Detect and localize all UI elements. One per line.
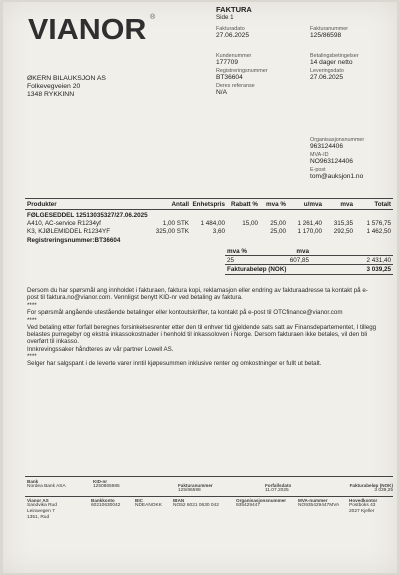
document-title: FAKTURA xyxy=(216,5,252,14)
table-row-1-unit: 1 484,00 xyxy=(200,220,225,227)
summary-total: 3 039,25 xyxy=(366,266,391,273)
footer-kid-label: KID-nr xyxy=(93,479,108,484)
col-antall: Antall xyxy=(171,201,189,208)
footer-kid-value: 1250865985 xyxy=(93,484,120,490)
recipient-address xyxy=(27,75,106,99)
deres-referanse-field xyxy=(216,83,255,96)
col-rabatt: Rabatt % xyxy=(231,201,258,208)
fakturanummer-field xyxy=(310,26,348,39)
note-separator-2: **** xyxy=(27,317,37,324)
col-totalt: Totalt xyxy=(374,201,391,208)
note-late-payment: Ved betaling etter forfall beregnes forsinkelsesrenter etter den til enhver tid gjeldende sats satt av Finansdepartementet, I tillegg belastes purregebyr og ekstra inkassokostnader i henhold til inkassoloven i Norge. Dersom fakturaen ikke betales, vil den bli overført til inkasso. xyxy=(27,324,377,346)
footer-fakturanummer-label: Fakturanummer xyxy=(178,483,213,488)
table-row-1-rabatt: 15,00 xyxy=(242,220,258,227)
footer-forfallsdato-value: 11.07.2025 xyxy=(265,488,289,494)
betalingsbetingelser-value: 14 dager netto xyxy=(310,59,353,66)
table-row-1-u-mva: 1 261,40 xyxy=(297,220,322,227)
note-retention: Selger har salgspant i de leverte varer inntil kjøpesummen inklusive renter og omkostninger er fullt ut betalt. xyxy=(27,360,322,367)
org-number-label: Organisasjonsnummer xyxy=(310,137,365,143)
footer-fakturanummer xyxy=(178,483,213,494)
footer-hovedkontor-line-2: 2027 Kjeller xyxy=(349,509,375,514)
footer-orgnr-value: 935429447 xyxy=(236,503,261,509)
fakturanummer-label: Fakturanummer xyxy=(310,26,349,32)
kundenummer-value: 177709 xyxy=(216,59,239,66)
table-row-2-mva: 292,50 xyxy=(333,228,353,235)
table-row-2-product: K3, KJØLEMIDDEL R1234YF xyxy=(27,228,111,235)
footer-company-line-2: Leiravegen 7 xyxy=(27,509,55,514)
table-row-2-mva-pct: 25,00 xyxy=(270,228,286,235)
table-row-1-mva: 315,35 xyxy=(333,220,353,227)
footer-iban xyxy=(173,498,219,509)
footer-bic-label: BIC xyxy=(135,498,143,503)
note-contact-payments: For spørsmål angående utestående betalinger eller kontoutskrifter, ta kontakt på e-post til OTCfinance@vianor.com xyxy=(27,309,343,316)
footer-company-line-1: Sandvika Rud xyxy=(27,503,57,509)
footer-forfallsdato-label: Forfallsdato xyxy=(265,483,292,488)
email-value: tom@auksjon1.no xyxy=(310,173,364,180)
col-enhetspris: Enhetspris xyxy=(192,201,225,208)
email-label: E-post xyxy=(310,167,326,173)
folgeseddel-title: FØLGESEDDEL 12513035327/27.06.2025 xyxy=(27,212,148,219)
betalingsbetingelser-label: Betalingsbetingelser xyxy=(310,53,359,59)
table-top-rule xyxy=(25,198,393,199)
fakturadato-value: 27.06.2025 xyxy=(216,32,250,39)
footer-mvanr xyxy=(298,498,339,509)
email-field xyxy=(310,167,363,180)
table-row-1-product: A410, AC-service R1234yf xyxy=(27,220,101,227)
registration-line: Registreringsnummer:BT36604 xyxy=(27,237,121,244)
fakturadato-label: Fakturadato xyxy=(216,26,245,32)
footer-company-line-3: 1351, Rud xyxy=(27,514,50,520)
table-row-2-unit: 3,60 xyxy=(212,228,225,235)
footer-top-rule xyxy=(25,476,393,477)
summary-mva-value: 607,85 xyxy=(289,257,309,264)
fakturanummer-value: 125/86598 xyxy=(310,32,342,39)
footer-bankkonto-value: 60210630042 xyxy=(91,503,121,509)
summary-total-label: Fakturabeløp (NOK) xyxy=(227,266,287,273)
invoice-page xyxy=(3,2,397,573)
footer-iban-value: NO52 6021 0630 042 xyxy=(173,503,219,509)
footer-forfallsdato xyxy=(265,483,291,494)
footer-orgnr-label: Organisasjonsnummer xyxy=(236,498,287,503)
note-separator-1: **** xyxy=(27,302,37,309)
table-row-1-mva-pct: 25,00 xyxy=(270,220,286,227)
summary-rule-2 xyxy=(225,264,393,265)
summary-mva-pct: 25 xyxy=(227,257,235,264)
col-mva: mva xyxy=(340,201,353,208)
leveringsdato-value: 27.06.2025 xyxy=(310,74,344,81)
summary-rule-3 xyxy=(225,274,393,275)
vianor-logo: VIANOR xyxy=(28,14,147,46)
footer-bic-value: NDEANOKK xyxy=(135,503,162,509)
summary-mva-pct-label: mva % xyxy=(227,248,247,255)
note-collection: Innkrevingssaker håndteres av vår partner Lowell AS. xyxy=(27,346,174,353)
col-produkter: Produkter xyxy=(27,201,57,208)
col-mva-pct: mva % xyxy=(266,201,286,208)
table-row-1-qty: 1,00 STK xyxy=(162,220,189,227)
footer-fakturabelop xyxy=(339,483,393,494)
org-number-field xyxy=(310,137,364,150)
note-contact-invoice: Dersom du har spørsmål ang innholdet i fakturaen, faktura kopi, reklamasjon eller endring av fakturaadresse ta kontakt på e-post til faktura.no@vianor.com. Vennligst benytt KID-nr ved betaling av faktura. xyxy=(27,287,368,302)
footer-mvanr-label: MVA-nummer xyxy=(298,498,328,503)
footer-fakturabelop-label: Fakturabeløp (NOK) xyxy=(349,483,393,488)
table-row-2-qty: 325,00 STK xyxy=(155,228,189,235)
leveringsdato-label: Leveringsdato xyxy=(310,68,344,74)
footer-bank-value: Nordea Bank ASA xyxy=(27,484,66,490)
footer-orgnr xyxy=(236,498,286,509)
recipient-street: Folkevegveien 20 xyxy=(27,83,81,90)
mva-id-label: MVA-ID xyxy=(310,152,329,158)
footer-bank-label: Bank xyxy=(27,479,39,484)
table-row-1-total: 1 576,75 xyxy=(366,220,391,227)
registreringsnummer-field xyxy=(216,68,268,81)
footer-bankkonto-label: Bankkonto xyxy=(91,498,115,503)
summary-mva-label: mva xyxy=(296,248,309,255)
footer-bankkonto xyxy=(91,498,120,509)
table-row-2-u-mva: 1 170,00 xyxy=(297,228,322,235)
footer-mid-rule xyxy=(25,496,393,497)
page-number: Side 1 xyxy=(216,14,234,21)
note-separator-3: **** xyxy=(27,353,37,360)
deres-referanse-label: Deres referanse xyxy=(216,83,255,89)
footer-hovedkontor-label: Hovedkontor xyxy=(349,498,378,503)
kundenummer-label: Kundenummer xyxy=(216,53,252,59)
registered-mark: ® xyxy=(150,14,156,21)
footer-bic xyxy=(135,498,162,509)
footer-kid xyxy=(93,479,120,490)
table-header-rule xyxy=(25,209,393,210)
deres-referanse-value: N/A xyxy=(216,89,227,96)
summary-base: 2 431,40 xyxy=(366,257,391,264)
footer-hovedkontor-line-1: Postboks 43 xyxy=(349,503,376,509)
leveringsdato-field xyxy=(310,68,344,81)
footer-iban-label: IBAN xyxy=(173,498,185,503)
footer-mvanr-value: NO935429447MVA xyxy=(298,503,340,509)
footer-bank xyxy=(27,479,66,490)
footer-company xyxy=(27,498,57,520)
betalingsbetingelser-field xyxy=(310,53,359,66)
footer-company-label: Vianor AS xyxy=(27,498,49,503)
registreringsnummer-value: BT36604 xyxy=(216,74,243,81)
org-number-value: 963124406 xyxy=(310,143,344,150)
recipient-city: 1348 RYKKINN xyxy=(27,91,75,98)
kundenummer-field xyxy=(216,53,251,66)
registreringsnummer-label: Registreringsnummer xyxy=(216,68,268,74)
mva-id-value: NO963124406 xyxy=(310,158,353,165)
recipient-name: ØKERN BILAUKSJON AS xyxy=(27,75,106,82)
summary-rule-1 xyxy=(225,255,393,256)
col-u-mva: u/mva xyxy=(303,201,322,208)
fakturadato-field xyxy=(216,26,249,39)
footer-fakturabelop-value: 3 039,25 xyxy=(374,488,393,494)
table-row-2-total: 1 462,50 xyxy=(366,228,391,235)
footer-fakturanummer-value: 125/86598 xyxy=(178,488,201,494)
mva-id-field xyxy=(310,152,353,165)
footer-hovedkontor xyxy=(349,498,377,515)
